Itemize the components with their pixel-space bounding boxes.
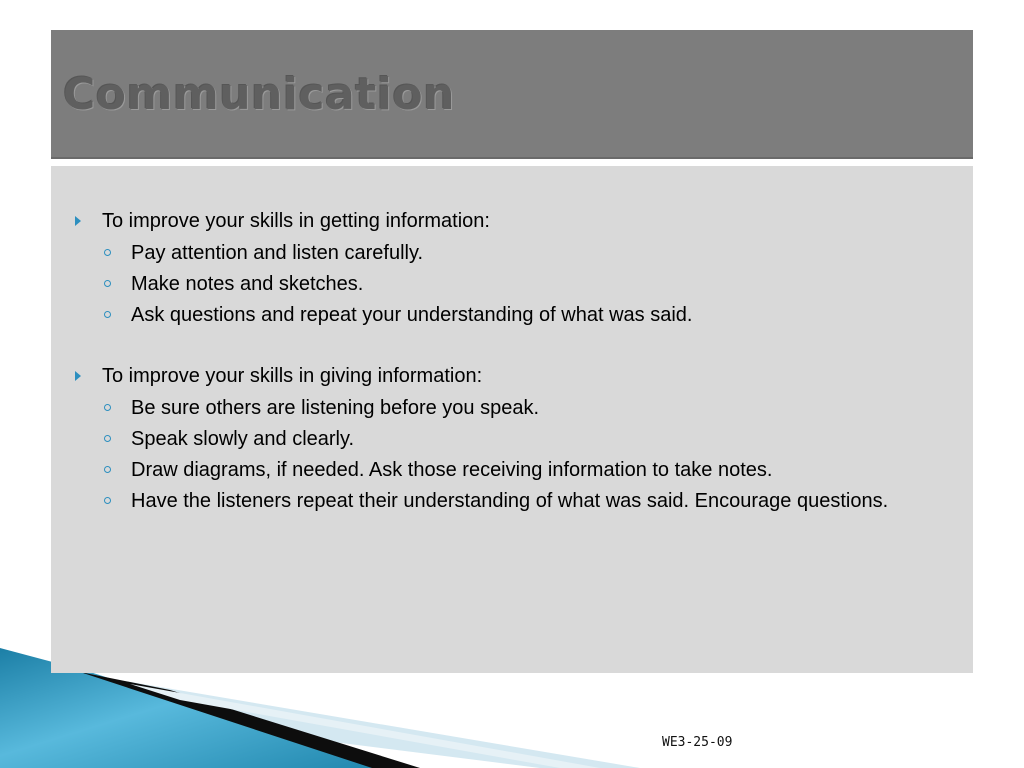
sub-bullet-text: Ask questions and repeat your understanding of what was said. [131, 304, 693, 326]
sub-bullet-item [102, 394, 931, 422]
sub-bullet-text: Speak slowly and clearly. [131, 428, 355, 450]
sub-bullet-list [102, 394, 931, 515]
hollow-circle-icon [104, 249, 111, 256]
title-bar [51, 30, 973, 159]
content-box [51, 166, 973, 673]
sub-bullet-text: Be sure others are listening before you speak. [131, 397, 540, 419]
triangle-right-icon [75, 371, 81, 381]
sub-bullet-list [102, 239, 931, 329]
sub-bullet-text: Pay attention and listen carefully. [131, 242, 424, 264]
hollow-circle-icon [104, 404, 111, 411]
hollow-circle-icon [104, 466, 111, 473]
sub-bullet-item [102, 487, 931, 515]
sub-bullet-item [102, 239, 931, 267]
slide-footer: WE3-25-09 [662, 735, 733, 750]
sub-bullet-item [102, 425, 931, 453]
bullet-item [51, 361, 931, 515]
sub-bullet-text: Make notes and sketches. [131, 273, 364, 295]
hollow-circle-icon [104, 280, 111, 287]
hollow-circle-icon [104, 435, 111, 442]
bullet-item [51, 206, 931, 329]
bullet-text: To improve your skills in getting information: [102, 210, 490, 232]
bullet-text: To improve your skills in giving information: [102, 365, 483, 387]
sub-bullet-text: Have the listeners repeat their understanding of what was said. Encourage questions. [131, 490, 889, 512]
slide-title: Communication [63, 69, 455, 120]
sub-bullet-item [102, 456, 931, 484]
sub-bullet-item [102, 301, 931, 329]
bullet-list [51, 206, 931, 515]
sub-bullet-text: Draw diagrams, if needed. Ask those receiving information to take notes. [131, 459, 773, 481]
triangle-right-icon [75, 216, 81, 226]
hollow-circle-icon [104, 311, 111, 318]
sub-bullet-item [102, 270, 931, 298]
hollow-circle-icon [104, 497, 111, 504]
